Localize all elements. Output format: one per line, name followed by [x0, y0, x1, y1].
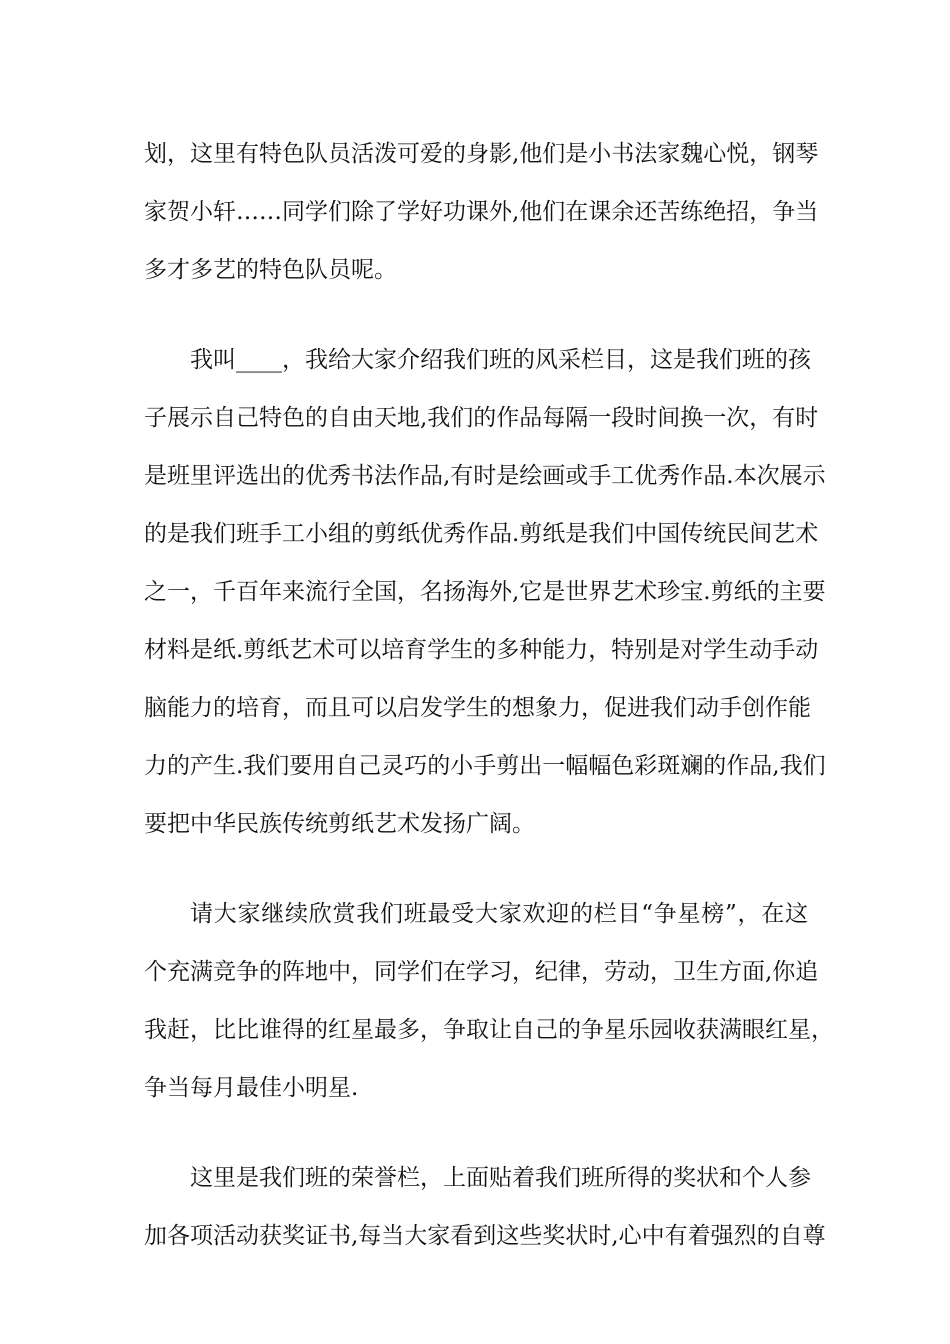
- document-body: [144, 125, 834, 1265]
- text-line: 多才多艺的特色队员呢。: [144, 257, 397, 283]
- text-line: 材料是纸.剪纸艺术可以培育学生的多种能力，特别是对学生动手动: [144, 637, 819, 663]
- text-line: 我叫____，我给大家介绍我们班的风采栏目，这是我们班的孩: [190, 347, 811, 373]
- text-line: 脑能力的培育，而且可以启发学生的想象力，促进我们动手创作能: [144, 695, 811, 721]
- paragraph-4: [144, 1149, 826, 1265]
- text-line: 力的产生.我们要用自己灵巧的小手剪出一幅幅色彩斑斓的作品,我们: [144, 753, 826, 779]
- paragraph-3: [144, 885, 834, 1117]
- text-line: 加各项活动获奖证书,每当大家看到这些奖状时,心中有着强烈的自尊: [144, 1223, 826, 1249]
- paragraph-gap: [144, 1117, 808, 1149]
- text-line: 这里是我们班的荣誉栏，上面贴着我们班所得的奖状和个人参: [190, 1165, 811, 1191]
- text-line: 争当每月最佳小明星.: [144, 1075, 359, 1101]
- text-line: 要把中华民族传统剪纸艺术发扬广阔。: [144, 811, 535, 837]
- text-line: 请大家继续欣赏我们班最受大家欢迎的栏目“争星榜”，在这: [190, 901, 808, 927]
- text-line: 的是我们班手工小组的剪纸优秀作品.剪纸是我们中国传统民间艺术: [144, 521, 819, 547]
- paragraph-1: [144, 125, 819, 299]
- paragraph-gap: [144, 853, 808, 885]
- text-line: 个充满竞争的阵地中，同学们在学习，纪律，劳动，卫生方面,你追: [144, 959, 819, 985]
- text-line: 是班里评选出的优秀书法作品,有时是绘画或手工优秀作品.本次展示: [144, 463, 826, 489]
- text-line: 之一，千百年来流行全国，名扬海外,它是世界艺术珍宝.剪纸的主要: [144, 579, 826, 605]
- paragraph-2: [144, 331, 826, 853]
- text-line: 子展示自己特色的自由天地,我们的作品每隔一段时间换一次，有时: [144, 405, 819, 431]
- text-line: 划，这里有特色队员活泼可爱的身影,他们是小书法家魏心悦，钢琴: [144, 141, 819, 167]
- text-line: 家贺小轩……同学们除了学好功课外,他们在课余还苦练绝招，争当: [144, 199, 819, 225]
- text-line: 我赶，比比谁得的红星最多，争取让自己的争星乐园收获满眼红星，: [144, 1017, 834, 1043]
- paragraph-gap: [144, 299, 808, 331]
